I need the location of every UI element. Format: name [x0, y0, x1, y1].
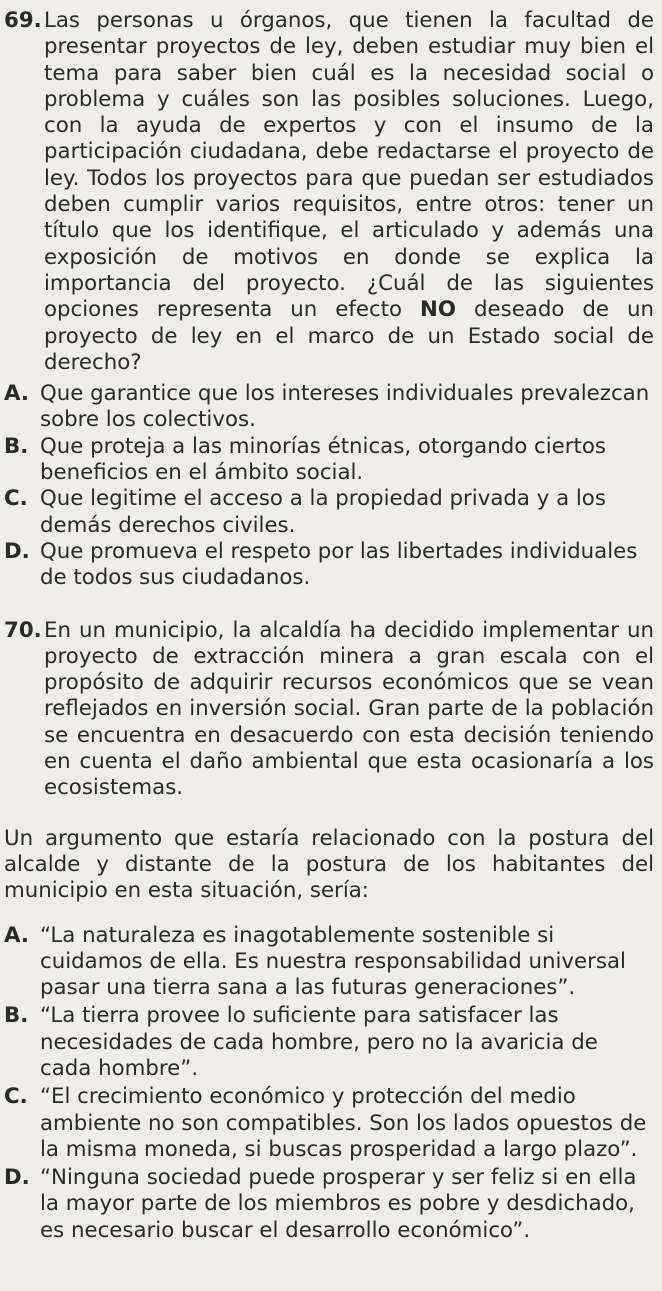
option-text: Que proteja a las minorías étnicas, otorgando ciertos beneficios en el ámbito social. [40, 433, 606, 486]
question-text-part-2: deseado de un proyecto de ley en el marco de un Estado social de derecho? [44, 297, 654, 375]
option-70-a[interactable] [4, 923, 654, 1002]
option-letter: A. [4, 381, 29, 407]
question-text [44, 8, 654, 376]
question-number: 70. [4, 617, 42, 643]
spacer [4, 592, 654, 618]
emphasis-no: NO [420, 297, 456, 323]
question-69 [4, 8, 654, 376]
exam-page [0, 8, 662, 1246]
question-number: 69. [4, 8, 42, 33]
option-letter: B. [4, 433, 29, 459]
option-text: “La tierra provee lo suficiente para satisfacer las necesidades de cada hombre, pero no la avaricia de cada hombre”. [40, 1003, 598, 1081]
question-text-part-1: Las personas u órganos, que tienen la facultad de presentar proyectos de ley, deben estudiar muy bien el tema para saber bien cuál es la necesidad social o problema y cuáles son las posibles soluciones. Luego, con la ayuda de expertos y con el insumo de la participación ciudadana, debe redactarse el proyecto de ley. Todos los proyectos para que puedan ser estudiados deben cumplir varios requisitos, entre otros: tener un título que los identifique, el articulado y además una exposición de motivos en donde se explica la importancia del proyecto. ¿Cuál de las siguientes opciones representa un efecto [44, 8, 654, 323]
option-text: “La naturaleza es inagotablemente sostenible si cuidamos de ella. Es nuestra responsabilidad universal pasar una tierra sana a las futuras generaciones”. [40, 922, 626, 1001]
option-letter: D. [4, 1165, 30, 1191]
options-70 [4, 923, 654, 1245]
option-69-d[interactable] [4, 539, 654, 592]
question-text: En un municipio, la alcaldía ha decidido implementar un proyecto de extracción minera a gran escala con el propósito de adquirir recursos económicos que se vean reflejados en inversión social. Gran parte de la población se encuentra en desacuerdo con esta decisión teniendo en cuenta el daño ambiental que esta ocasionaría a los ecosistemas. [44, 617, 654, 801]
option-letter: B. [4, 1003, 29, 1029]
question-70 [4, 618, 654, 802]
option-text: Que promueva el respeto por las libertades individuales de todos sus ciudadanos. [40, 538, 638, 591]
option-70-d[interactable] [4, 1165, 654, 1244]
question-stem: Un argumento que estaría relacionado con la postura del alcalde y distante de la postura de los habitantes del municipio en esta situación, sería: [4, 825, 654, 904]
option-letter: A. [4, 922, 29, 948]
option-69-a[interactable] [4, 381, 654, 434]
option-70-b[interactable] [4, 1003, 654, 1082]
option-69-b[interactable] [4, 434, 654, 487]
option-70-c[interactable] [4, 1084, 654, 1163]
option-69-c[interactable] [4, 486, 654, 539]
option-letter: C. [4, 486, 28, 512]
option-text: Que garantice que los intereses individuales prevalezcan sobre los colectivos. [40, 381, 650, 433]
option-text: “Ninguna sociedad puede prosperar y ser feliz si en ella la mayor parte de los miembros es pobre y desdichado, es necesario buscar el desarrollo económico”. [40, 1165, 637, 1243]
options-69 [4, 381, 654, 591]
option-letter: D. [4, 538, 30, 564]
option-text: Que legitime el acceso a la propiedad privada y a los demás derechos civiles. [40, 486, 606, 538]
option-text: “El crecimiento económico y protección del medio ambiente no son compatibles. Son los lados opuestos de la misma moneda, si buscas prosperidad a largo plazo”. [40, 1084, 647, 1162]
option-letter: C. [4, 1084, 28, 1110]
